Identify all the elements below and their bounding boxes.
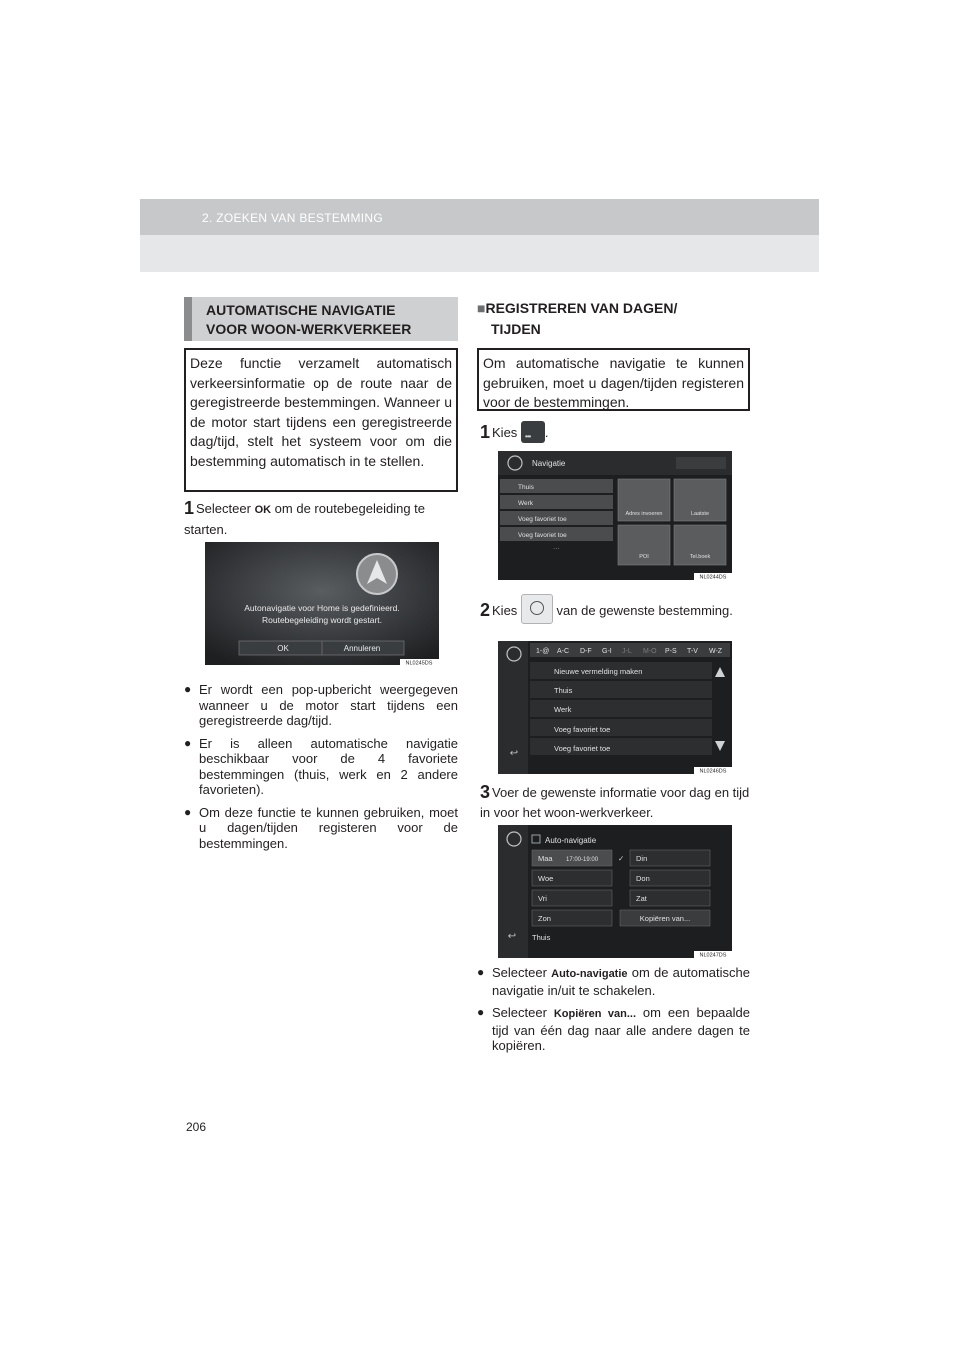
page-number: 206 [186,1120,207,1134]
screenshot-favorites-list [498,641,732,774]
left-bullets [184,682,458,858]
section-heading [184,297,458,341]
step-text: Voer de gewenste informatie voor dag en tijd in voor het woon-werkverkeer. [480,785,750,820]
screenshot-auto-navigation [498,825,732,958]
subheading-line-1: REGISTREREN VAN DAGEN/ [485,300,678,316]
step-keyword: OK [254,504,272,516]
heading-line-2: VOOR WOON-WERKVERKEER [206,321,412,337]
popup-line-1: Autonavigatie voor Home is gedefinieerd. [244,603,400,613]
row-add-fav: Voeg favoriet toe [554,725,611,734]
copy-from-button: Kopiëren van... [639,914,691,923]
row-new-entry: Nieuwe vermelding maken [554,667,643,676]
svg-text:···: ··· [553,545,560,552]
row-home: Thuis [554,686,573,695]
day-thu: Don [636,874,650,883]
ok-button: OK [277,644,289,653]
tab: A-C [557,648,570,655]
menu-item-add-fav: Voeg favoriet toe [518,516,567,523]
destination-name: Thuis [532,933,551,942]
step-text: Kies [492,425,521,440]
tab: G-I [602,648,612,655]
step-number: 2 [480,600,491,620]
step-number: 3 [480,782,491,802]
step-3-right [480,782,750,823]
clock-icon [521,594,553,624]
page-header [140,199,819,272]
popup-line-2: Routebegeleiding wordt gestart. [261,615,383,625]
step-text: van de gewenste bestemming. [552,603,733,618]
subsection-heading: ■REGISTREREN VAN DAGEN/ TIJDEN [477,298,677,340]
day-wed: Woe [538,874,554,883]
bullet-item: ● Er wordt een pop-upbericht weergegeven wanneer u de motor start tijdens een geregistreerde dag/tijd. [184,682,458,728]
subheading-line-2: TIJDEN [491,321,541,337]
step-2-right [480,594,750,624]
image-code: NL0244DS [699,574,727,580]
step-text: Kies [492,603,521,618]
tile-phonebook: Tel.boek [689,554,711,560]
intro-box: Deze functie verzamelt automatisch verkeersinformatie op de route naar de geregistreerde bestemmingen. Wanneer u de motor start tijdens een geregistreerde dag/tijd, stelt het systeem voor om die bestemming automatisch in te stellen. [184,348,458,492]
day-sat: Zat [636,894,647,903]
tab: P-S [665,648,677,655]
menu-item-work: Werk [518,500,534,507]
check-icon: ✓ [618,854,625,863]
screen-title: Navigatie [532,459,566,468]
day-mon: Maa [538,854,553,863]
right-bullets [477,965,750,1061]
intro-box-right: Om automatische navigatie te kunnen gebruiken, moet u dagen/tijden registeren voor de bestemmingen. [477,348,750,411]
back-icon: ↩ [509,748,519,759]
step-1-left [184,498,460,540]
back-icon: ↩ [507,931,517,942]
day-tue: Din [636,854,648,863]
step-text: . [544,425,549,440]
tab: J-L [622,648,632,655]
row-work: Werk [554,705,572,714]
image-code: NL0247DS [699,952,727,958]
heading-line-1: AUTOMATISCHE NAVIGATIE [206,302,396,318]
header-band [140,199,819,235]
tile-recent: Laatste [690,511,710,517]
day-sun: Zon [538,914,551,923]
image-code: NL0246DS [699,768,727,774]
bullet-item: ● Selecteer Auto-navigatie om de automatische navigatie in/uit te schakelen. [477,965,750,998]
screen-title: Auto-navigatie [545,836,597,845]
menu-item-add-fav: Voeg favoriet toe [518,532,567,539]
tab: M-O [643,648,657,655]
menu-item-home: Thuis [518,484,534,491]
heading-bar [184,297,192,341]
image-code: NL0245DS [405,660,433,665]
section-title: 2. ZOEKEN VAN BESTEMMING [202,211,384,225]
tile-poi: POI [639,554,649,560]
step-number: 1 [184,498,195,518]
heading-text [206,301,411,339]
day-fri: Vri [538,894,547,903]
tab: 1-@ [536,648,550,655]
screenshot-popup [205,542,439,665]
bullet-item: ● Om deze functie te kunnen gebruiken, moet u dagen/tijden registeren voor de bestemmingen. [184,804,458,851]
tile-address: Adres invoeren [625,511,663,517]
cancel-button: Annuleren [343,644,381,653]
row-add-fav: Voeg favoriet toe [554,744,611,753]
step-text: om de routebegeleiding te starten. [184,501,426,537]
step-text: Selecteer [196,501,255,516]
bullet-item: ● Er is alleen automatische navigatie beschikbaar voor de 4 favoriete bestemmingen (thuis, werk en 2 andere favorieten). [184,735,458,797]
step-1-right [480,421,750,443]
time-range: 17:00-19:00 [566,857,599,863]
tab: D-F [580,648,592,655]
more-options-icon [521,421,545,443]
bullet-item: ● Selecteer Kopiëren van... om een bepaalde tijd van één dag naar alle andere dagen te kopiëren. [477,1005,750,1053]
step-number: 1 [480,422,491,442]
tab: W-Z [709,648,723,655]
screenshot-navigation-menu [498,451,732,580]
tab: T-V [687,648,698,655]
